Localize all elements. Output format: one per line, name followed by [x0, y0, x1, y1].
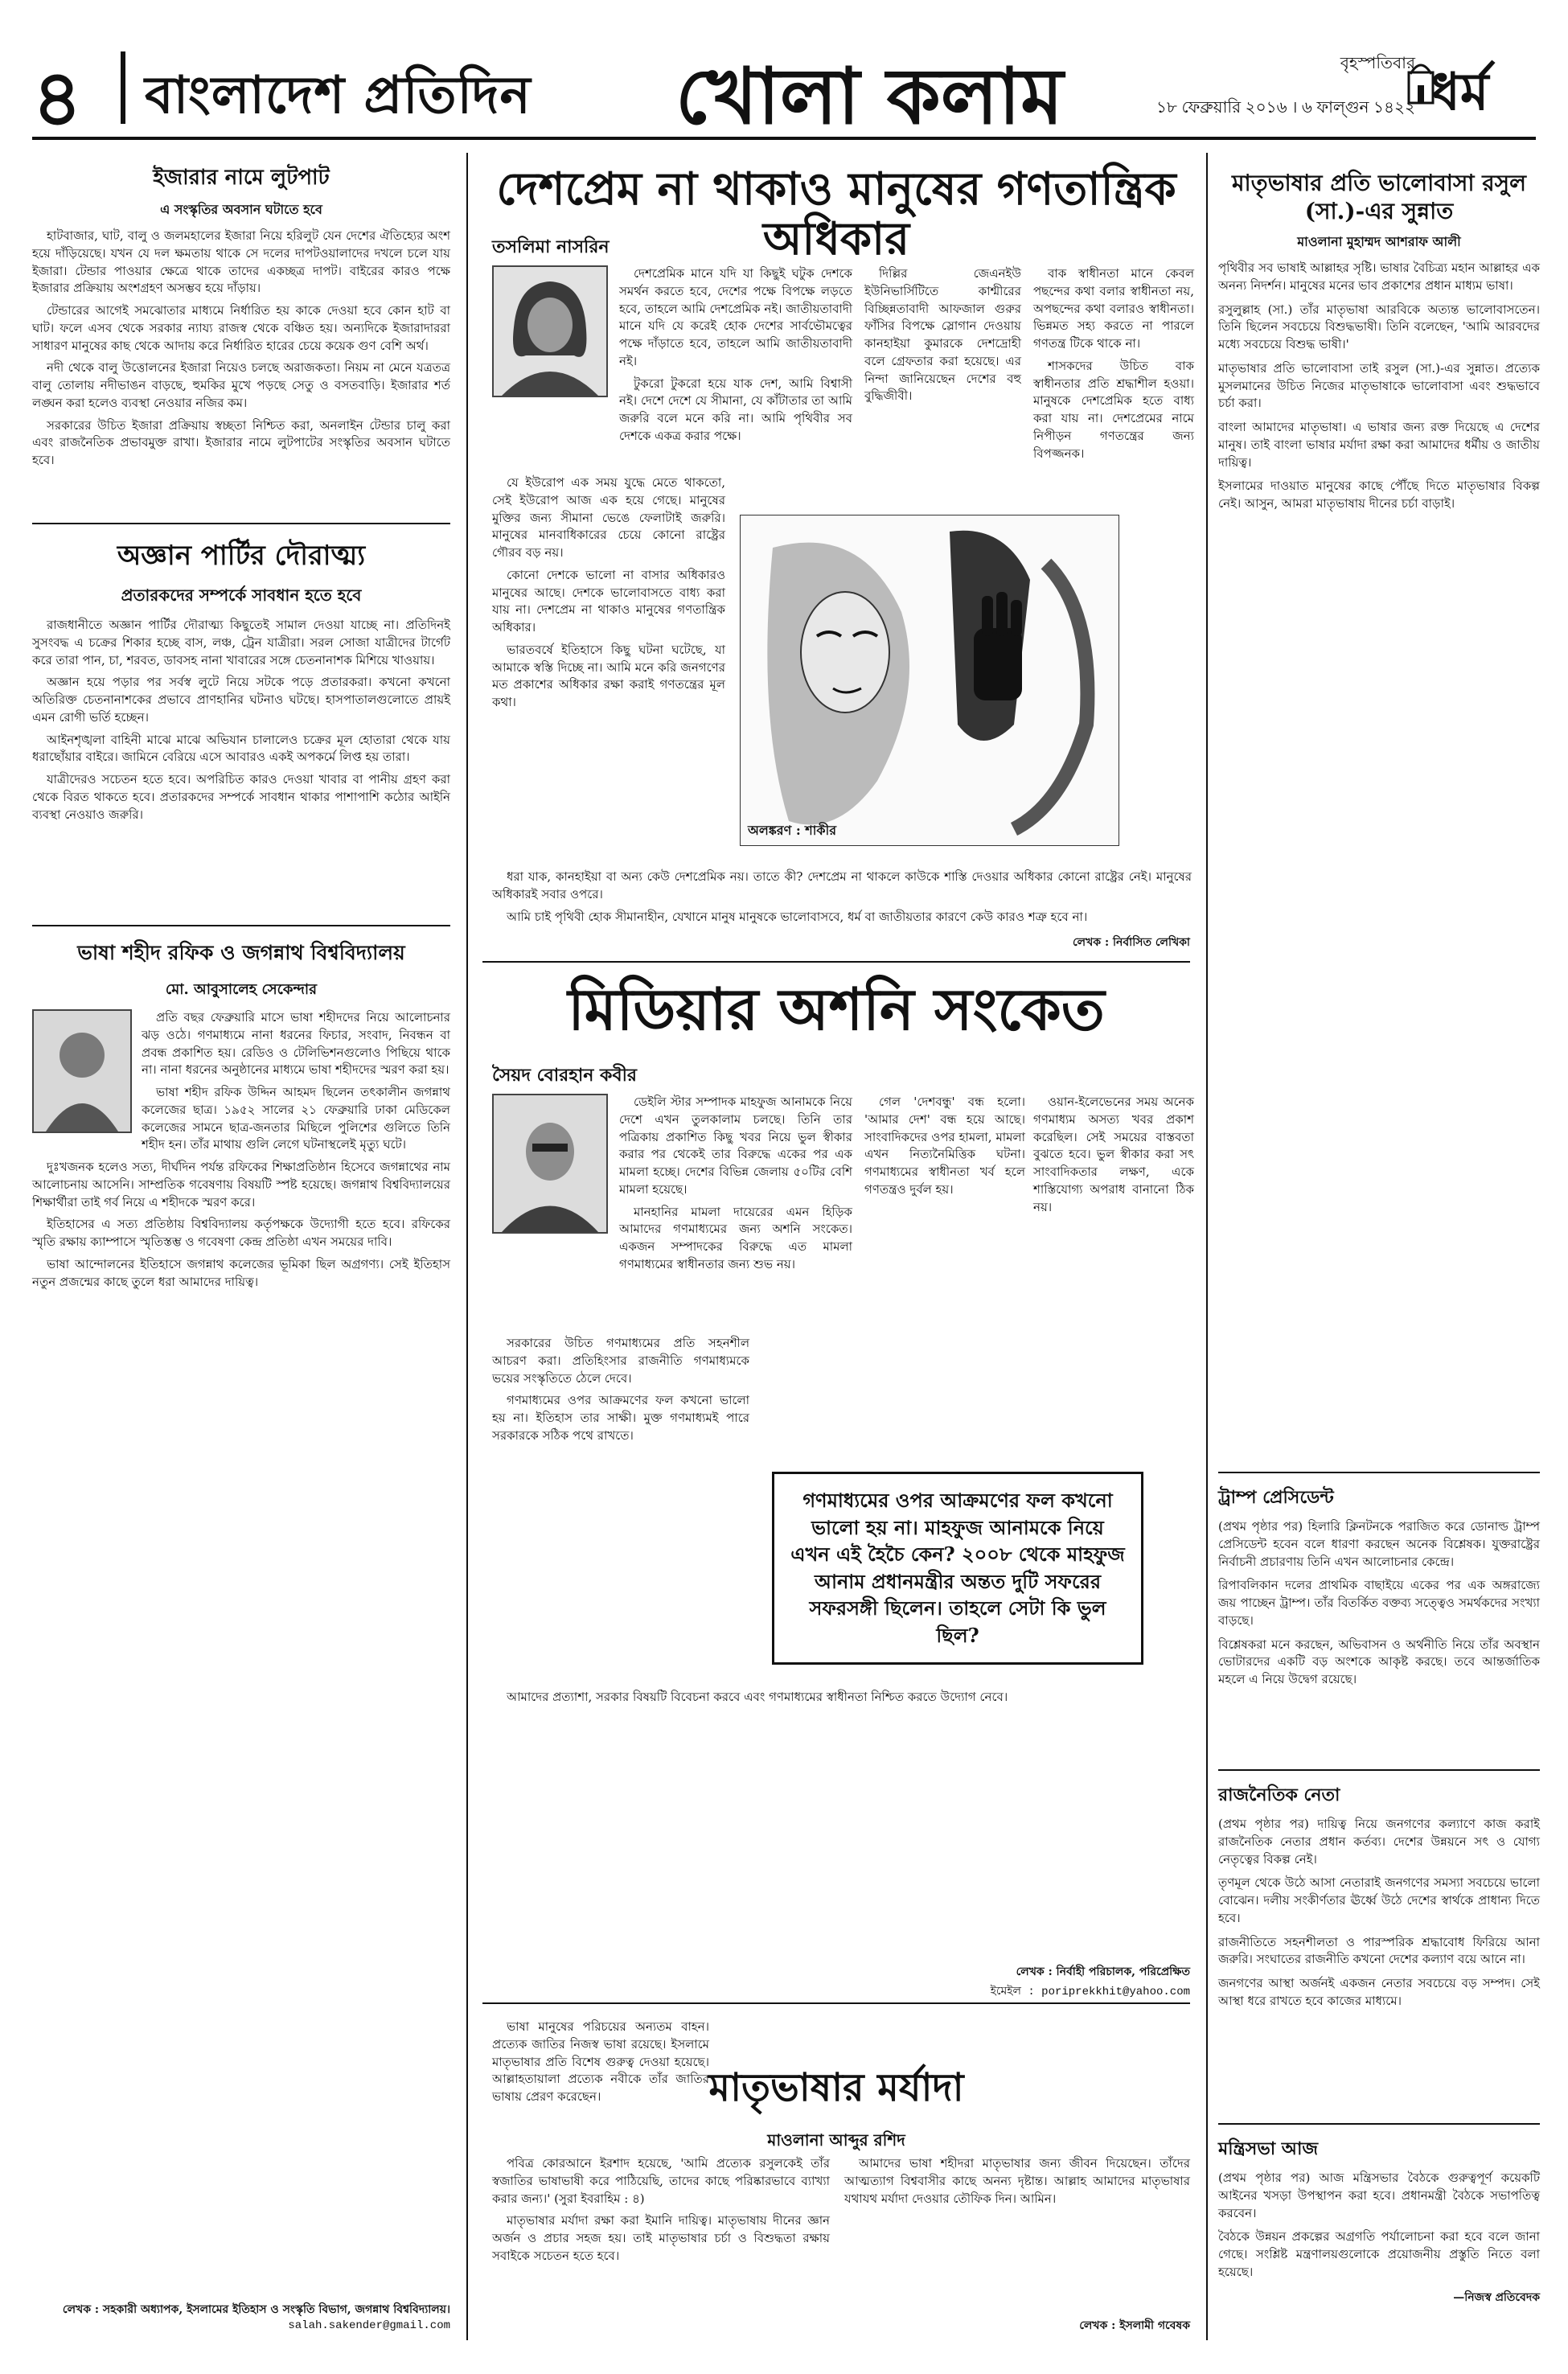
- writer-info: লেখক : ইসলামী গবেষক: [1079, 2319, 1190, 2332]
- paragraph: বাক স্বাধীনতা মানে কেবল পছন্দের কথা বলার স্বাধীনতা নয়, অপছন্দের কথা বলারও স্বাধীনতা। ভিন্নমত সহ্য করতে না পারলে গণতন্ত্র টিকে থাকে না।: [1033, 266, 1194, 351]
- article-byline: মো. আবুসালেহ সেকেন্দার: [165, 981, 318, 998]
- writer-info: লেখক : নির্বাসিত লেখিকা: [1072, 936, 1190, 949]
- article-byline: মাওলানা মুহাম্মদ আশরাফ আলী: [1297, 234, 1461, 249]
- paragraph: রাজনীতিতে সহনশীলতা ও পারস্পরিক শ্রদ্ধাবোধ ফিরিয়ে আনা জরুরি। সংঘাতের রাজনীতি কখনো দেশের কল্যাণ বয়ে আনে না।: [1218, 1934, 1540, 1967]
- paragraph: ইতিহাসের এ সত্য প্রতিষ্ঠায় বিশ্ববিদ্যালয় কর্তৃপক্ষকে উদ্যোগী হতে হবে। রফিকের স্মৃতি রক্ষায় ক্যাম্পাসে স্মৃতিস্তম্ভ ও গবেষণা কেন্দ্র প্রতিষ্ঠা এখন সময়ের দাবি।: [32, 1217, 450, 1249]
- article-title: দেশপ্রেম না থাকাও মানুষের গণতান্ত্রিক অধিকার: [496, 162, 1176, 265]
- illustration-caption: অলঙ্করণ : শাকীর: [748, 823, 836, 838]
- article-body: [1218, 2170, 1540, 2282]
- paragraph: জনগণের আস্থা অর্জনই একজন নেতার সবচেয়ে বড় সম্পদ। সেই আস্থা ধরে রাখতে হবে কাজের মাধ্যমে।: [1218, 1976, 1540, 2008]
- masthead-divider: [121, 51, 125, 124]
- article-body-cont: [1033, 1094, 1194, 1221]
- divider: [482, 961, 1190, 963]
- right-section-title: ধর্ম: [1431, 62, 1489, 122]
- news-political-leader: [1218, 1781, 1540, 2017]
- writer-note: [925, 1962, 1190, 2001]
- pull-quote: গণমাধ্যমের ওপর আক্রমণের ফল কখনো ভালো হয় না। মাহফুজ আনামকে নিয়ে এখন এই হৈচৈ কেন? ২০০৮ থেকে মাহফুজ আনাম প্রধানমন্ত্রীর অন্তত দুটি সফরের সফরসঙ্গী ছিলেন। তাহলে সেটা কি ভুল ছিল?: [772, 1472, 1143, 1665]
- paragraph: প্রতি বছর ফেব্রুয়ারি মাসে ভাষা শহীদদের নিয়ে আলোচনার ঝড় ওঠে। গণমাধ্যমে নানা ধরনের ফিচার, সংবাদ, নিবন্ধন বা প্রবন্ধ প্রকাশিত হয়। রেডিও ও টেলিভিশনগুলোও পিছিয়ে থাকে না। নানা ধরনের অনুষ্ঠানের মাধ্যমে ভাষা শহীদদের স্মরণ করা হয়।: [142, 1010, 450, 1078]
- paragraph: ভাষা আন্দোলনের ইতিহাসে জগন্নাথ কলেজের ভূমিকা ছিল অগ্রগণ্য। সেই ইতিহাস নতুন প্রজন্মের কাছে তুলে ধরা আমাদের দায়িত্ব।: [32, 1256, 450, 1289]
- paragraph: ডেইলি স্টার সম্পাদক মাহফুজ আনামকে নিয়ে দেশে এখন তুলকালাম চলছে। তিনি তার পত্রিকায় প্রকাশিত কিছু খবর নিয়ে ভুল স্বীকার করার পর থেকেই তার বিরুদ্ধে একের পর এক মামলা হচ্ছে। দেশের বিভিন্ন জেলায় ৫০টির বেশি মামলা হয়েছে।: [619, 1095, 852, 1197]
- author-photo: [492, 265, 608, 397]
- paragraph: রাজধানীতে অজ্ঞান পার্টির দৌরাত্ম্য কিছুতেই সামাল দেওয়া যাচ্ছে না। প্রতিদিনই সুসংবদ্ধ এ চক্রের শিকার হচ্ছে বাস, লঞ্চ, ট্রেন যাত্রীরা। সরল সোজা যাত্রীদের টার্গেট করে তারা পান, চা, শরবত, ডাবসহ নানা খাবারের সঙ্গে চেতনানাশক মিশিয়ে খাওয়ায়।: [32, 618, 450, 667]
- author-photo: [492, 1094, 608, 1234]
- section-title: খোলা কলাম: [675, 51, 1064, 142]
- paragraph: বিশ্লেষকরা মনে করছেন, অভিবাসন ও অর্থনীতি নিয়ে তাঁর অবস্থান ভোটারদের একটি বড় অংশকে আকৃষ্ট করছে। তবে আন্তর্জাতিক মহলে এ নিয়ে উদ্বেগ রয়েছে।: [1218, 1637, 1540, 1686]
- article-body: [492, 2019, 709, 2111]
- editorial-ijara: [32, 161, 450, 474]
- article-byline: মাওলানা আব্দুর রশিদ: [767, 2130, 905, 2150]
- paragraph: রসুলুল্লাহ (সা.) তাঁর মাতৃভাষা আরবিকে অত্যন্ত ভালোবাসতেন। তিনি ছিলেন সবচেয়ে বিশুদ্ধভাষী। তিনি বলেছেন, 'আমি আরবদের মধ্যে সবচেয়ে বিশুদ্ধ ভাষী।': [1218, 302, 1540, 351]
- paragraph: আমাদের ভাষা শহীদরা মাতৃভাষার জন্য জীবন দিয়েছেন। তাঁদের আত্মত্যাগ বিশ্ববাসীর কাছে অনন্য দৃষ্টান্ত। আল্লাহ আমাদের মাতৃভাষার যথাযথ মর্যাদা দেওয়ার তৌফিক দিন। আমিন।: [844, 2156, 1190, 2206]
- paragraph: মাতৃভাষার মর্যাদা রক্ষা করা ইমানি দায়িত্ব। মাতৃভাষায় দীনের জ্ঞান অর্জন ও প্রচার সহজ হয়। তাই মাতৃভাষার চর্চা ও বিশুদ্ধতা রক্ষায় সবাইকে সচেতন হতে হবে।: [492, 2213, 830, 2263]
- paragraph: বাংলা আমাদের মাতৃভাষা। এ ভাষার জন্য রক্ত দিয়েছে এ দেশের মানুষ। তাই বাংলা ভাষার মর্যাদা রক্ষা করা আমাদের ধর্মীয় ও জাতীয় দায়িত্ব।: [1218, 420, 1540, 470]
- article-title: রাজনৈতিক নেতা: [1218, 1785, 1340, 1805]
- writer-info: —নিজস্ব প্রতিবেদক: [1453, 2290, 1540, 2304]
- article-body-cont: [864, 1094, 1025, 1204]
- paragraph: বৈঠকে উন্নয়ন প্রকল্পের অগ্রগতি পর্যালোচনা করা হবে বলে জানা গেছে। সংশ্লিষ্ট মন্ত্রণালয়গুলোকে প্রয়োজনীয় প্রস্তুতি নিতে বলা হয়েছে।: [1218, 2229, 1540, 2279]
- masthead: [32, 32, 1536, 140]
- article-title: ইজারার নামে লুটপাট: [153, 166, 330, 190]
- paragraph: ইসলামের দাওয়াত মানুষের কাছে পৌঁছে দিতে মাতৃভাষার বিকল্প নেই। আসুন, আমরা মাতৃভাষায় দীনের চর্চা বাড়াই।: [1218, 478, 1540, 511]
- article-media: [482, 977, 1190, 1041]
- article-title: মাতৃভাষার প্রতি ভালোবাসা রসুল (সা.)-এর সুন্নাত: [1231, 170, 1527, 224]
- paragraph: আইনশৃঙ্খলা বাহিনী মাঝে মাঝে অভিযান চালালেও চক্রের মূল হোতারা থেকে যায় ধরাছোঁয়ার বাইরে। জামিনে বেরিয়ে এসে আবারও একই অপকর্মে লিপ্ত হয় তারা।: [32, 732, 450, 765]
- paragraph: ধরা যাক, কানহাইয়া বা অন্য কেউ দেশপ্রেমিক নয়। তাতে কী? দেশপ্রেম না থাকলে কাউকে শাস্তি দেওয়ার অধিকার কোনো রাষ্ট্রের নেই। মানুষের অধিকারই সবার ওপরে।: [492, 869, 1192, 902]
- page-number: ৪: [32, 55, 83, 142]
- article-body: [619, 265, 852, 450]
- news-trump: [1218, 1484, 1540, 1695]
- article-body-cont: [864, 265, 1021, 410]
- paragraph: সরকারের উচিত ইজারা প্রক্রিয়ায় স্বচ্ছতা নিশ্চিত করা, অনলাইন টেন্ডার চালু করা এবং রাজনৈতিক প্রভাবমুক্ত রাখা। ইজারার নামে লুটপাটের সংস্কৃতির অবসান ঘটাতে হবে।: [32, 417, 450, 467]
- paragraph: টুকরো টুকরো হয়ে যাক দেশ, আমি বিশ্বাসী নই। দেশে দেশে যে সীমানা, যে কাঁটাতার তা আমি জরুরি বলে মনে করি না। আমি পৃথিবীর সব দেশকে একত্র করার পক্ষে।: [619, 376, 852, 443]
- divider: [32, 523, 450, 524]
- paragraph: নদী থেকে বালু উত্তোলনের ইজারা নিয়েও চলছে অরাজকতা। নিয়ম না মেনে যত্রতত্র বালু তোলায় নদীভাঙন বাড়ছে, হুমকির মুখে পড়ছে সেতু ও বসতবাড়ি। ইজারার শর্ত লঙ্ঘন করা হলেও ব্যবস্থা নেওয়ার নজির কম।: [32, 360, 450, 410]
- article-byline: তসলিমা নাসরিন: [492, 236, 610, 257]
- writer-note: [32, 2300, 450, 2332]
- article-body-end: [492, 1689, 1192, 1711]
- divider: [482, 2002, 1190, 2004]
- editorial-ojnan-party: [32, 535, 450, 828]
- paragraph: মানহানির মামলা দায়েরের এমন হিড়িক আমাদের গণমাধ্যমের জন্য অশনি সংকেত। একজন সম্পাদকের বিরুদ্ধে এত মামলা গণমাধ্যমের স্বাধীনতার জন্য শুভ নয়।: [619, 1204, 852, 1271]
- paragraph: আমি চাই পৃথিবী হোক সীমানাহীন, যেখানে মানুষ মানুষকে ভালোবাসবে, ধর্ম বা জাতীয়তার কারণে কেউ কারও শত্রু হবে না।: [507, 909, 1088, 924]
- author-photo: [32, 1009, 132, 1133]
- article-rafiq: [32, 937, 450, 1296]
- paragraph: যে ইউরোপ এক সময় যুদ্ধে মেতে থাকতো, সেই ইউরোপ আজ এক হয়ে গেছে। মানুষের মুক্তির জন্য সীমানা ভেঙে ফেলাটাই জরুরি। মানুষের মানবাধিকারের চেয়ে কোনো রাষ্ট্রের গৌরব বড় নয়।: [492, 475, 725, 560]
- writer-email: ইমেইল : poriprekkhit@yahoo.com: [990, 1986, 1190, 1998]
- day-label: বৃহস্পতিবার: [1340, 55, 1415, 72]
- divider: [1218, 1769, 1540, 1771]
- paragraph: গেল 'দেশবন্ধু' বন্ধ হলো। 'আমার দেশ' বন্ধ হয়ে আছে। সাংবাদিকদের ওপর হামলা, মামলা এখন নিত্যনৈমিত্তিক ঘটনা। গণমাধ্যমের স্বাধীনতা খর্ব হলে গণতন্ত্রও দুর্বল হয়।: [864, 1095, 1025, 1197]
- divider: [32, 925, 450, 926]
- paper-name: বাংলাদেশ প্রতিদিন: [145, 65, 532, 125]
- article-title: অজ্ঞান পার্টির দৌরাত্ম্য: [117, 540, 366, 572]
- writer-email: salah.sakender@gmail.com: [288, 2319, 450, 2332]
- mosque-icon: [1407, 56, 1435, 105]
- article-byline: সৈয়দ বোরহান কবীর: [492, 1065, 638, 1086]
- paragraph: হাটবাজার, ঘাট, বালু ও জলমহালের ইজারা নিয়ে হরিলুট যেন দেশের ঐতিহ্যের অংশ হয়ে দাঁড়িয়েছে। যখন যে দল ক্ষমতায় থাকে সে দলের দাপটওয়ালাদের দখলে চলে যায় ইজারা। টেন্ডার পাওয়ার ক্ষেত্রে থাকে তাদের একচ্ছত্র দাপট। বাইরের কারও পক্ষে ইজারার প্রক্রিয়ায় অংশগ্রহণ অসম্ভব হয়ে দাঁড়ায়।: [32, 228, 450, 296]
- paragraph: আমাদের প্রত্যাশা, সরকার বিষয়টি বিবেচনা করবে এবং গণমাধ্যমের স্বাধীনতা নিশ্চিত করতে উদ্যোগ নেবে।: [507, 1690, 1008, 1704]
- article-title: ভাষা শহীদ রফিক ও জগন্নাথ বিশ্ববিদ্যালয়: [77, 941, 405, 964]
- article-title: মাতৃভাষার মর্যাদা: [708, 2065, 964, 2110]
- article-body-cont: [492, 1335, 749, 1450]
- paragraph: শাসকদের উচিত বাক স্বাধীনতার প্রতি শ্রদ্ধাশীল হওয়া। মানুষকে দেশপ্রেমিক হতে বাধ্য করা যায় না। দেশপ্রেমের নামে নিপীড়ন গণতন্ত্রের জন্য বিপজ্জনক।: [1033, 358, 1194, 461]
- article-body-end: [492, 869, 1192, 930]
- paragraph: (প্রথম পৃষ্ঠার পর) আজ মন্ত্রিসভার বৈঠকে গুরুত্বপূর্ণ কয়েকটি আইনের খসড়া উপস্থাপন করা হবে। প্রধানমন্ত্রী বৈঠকে সভাপতিত্ব করবেন।: [1218, 2171, 1540, 2220]
- news-cabinet: [1218, 2135, 1540, 2307]
- paragraph: মাতৃভাষার প্রতি ভালোবাসা তাই রসুল (সা.)-এর সুন্নাত। প্রত্যেক মুসলমানের উচিত নিজের মাতৃভাষাকে ভালোবাসা এবং শুদ্ধভাবে চর্চা করা।: [1218, 360, 1540, 411]
- article-title: মিডিয়ার অশনি সংকেত: [568, 975, 1105, 1043]
- article-body: [1218, 1518, 1540, 1689]
- paragraph: সরকারের উচিত গণমাধ্যমের প্রতি সহনশীল আচরণ করা। প্রতিহিংসার রাজনীতি গণমাধ্যমকে ভয়ের সংস্কৃতিতে ঠেলে দেবে।: [492, 1336, 749, 1386]
- article-subtitle: এ সংস্কৃতির অবসান ঘটাতে হবে: [160, 202, 322, 217]
- paragraph: কোনো দেশকে ভালো না বাসার অধিকারও মানুষের আছে। দেশকে ভালোবাসতে বাধ্য করা যায় না। দেশপ্রেম না থাকাও মানুষের গণতান্ত্রিক অধিকার।: [492, 567, 725, 635]
- paragraph: গণমাধ্যমের ওপর আক্রমণের ফল কখনো ভালো হয় না। ইতিহাস তার সাক্ষী। মুক্ত গণমাধ্যমই পারে সরকারকে সঠিক পথে রাখতে।: [492, 1393, 749, 1443]
- paragraph: দুঃখজনক হলেও সত্য, দীর্ঘদিন পর্যন্ত রফিকের শিক্ষাপ্রতিষ্ঠান হিসেবে জগন্নাথের নাম আলোচনায় আসেনি। সাম্প্রতিক গবেষণায় বিষয়টি স্পষ্ট হয়েছে। জগন্নাথ বিশ্ববিদ্যালয়ের শিক্ষার্থীরা তাই গর্ব নিয়ে এ শহীদকে স্মরণ করে।: [32, 1160, 450, 1210]
- paragraph: যাত্রীদেরও সচেতন হতে হবে। অপরিচিত কারও দেওয়া খাবার বা পানীয় গ্রহণ করা থেকে বিরত থাকতে হবে। প্রতারকদের সম্পর্কে সাবধান থাকার পাশাপাশি কঠোর আইনি ব্যবস্থা নেওয়াও জরুরি।: [32, 772, 450, 822]
- paragraph: রিপাবলিকান দলের প্রাথমিক বাছাইয়ে একের পর এক অঙ্গরাজ্যে জয় পাচ্ছেন ট্রাম্প। তাঁর বিতর্কিত বক্তব্য সত্ত্বেও সমর্থকদের সংখ্যা বাড়ছে।: [1218, 1578, 1540, 1628]
- illustration: [740, 515, 1119, 846]
- article-subtitle: প্রতারকদের সম্পর্কে সাবধান হতে হবে: [121, 585, 362, 605]
- article-body: [619, 1094, 852, 1279]
- paragraph: পৃথিবীর সব ভাষাই আল্লাহর সৃষ্টি। ভাষার বৈচিত্র্য মহান আল্লাহর এক অনন্য নিদর্শন। মানুষের মনের ভাব প্রকাশের প্রধান মাধ্যম ভাষা।: [1218, 261, 1540, 293]
- article-body: [1218, 1816, 1540, 2011]
- paragraph: ভাষা মানুষের পরিচয়ের অন্যতম বাহন। প্রত্যেক জাতির নিজস্ব ভাষা রয়েছে। ইসলামে মাতৃভাষার প্রতি বিশেষ গুরুত্ব দেওয়া হয়েছে। আল্লাহতায়ালা প্রত্যেক নবীকে তাঁর জাতির ভাষায় প্রেরণ করেছেন।: [492, 2019, 709, 2104]
- date-block: [1142, 51, 1415, 122]
- article-body-cont: [492, 2155, 830, 2270]
- article-body-cont: [844, 2155, 1190, 2212]
- column-rule-left: [466, 153, 468, 2340]
- paragraph: ওয়ান-ইলেভেনের সময় অনেক গণমাধ্যম অসত্য খবর প্রকাশ করেছিল। সেই সময়ের বাস্তবতা বুঝতে হবে। ভুল স্বীকার করা সৎ সাংবাদিকতার লক্ষণ, একে শাস্তিযোগ্য অপরাধ বানানো ঠিক নয়।: [1033, 1095, 1194, 1214]
- article-body: [32, 617, 450, 824]
- article-body: [1218, 260, 1540, 513]
- paragraph: অজ্ঞান হয়ে পড়ার পর সর্বস্ব লুটে নিয়ে সটকে পড়ে প্রতারকরা। কখনো কখনো অতিরিক্ত চেতনানাশকের প্রভাবে প্রাণহানির ঘটনাও ঘটছে। হাসপাতালগুলোতে প্রায়ই এমন রোগী ভর্তি হচ্ছেন।: [32, 675, 450, 725]
- paragraph: দিল্লির জেএনইউ ইউনিভার্সিটিতে কাশ্মীরের বিচ্ছিন্নতাবাদী আফজাল গুরুর ফাঁসির বিপক্ষে স্লোগান দেওয়ায় কানহাইয়া কুমারকে দেশদ্রোহী বলে গ্রেফতার করা হয়েছে। এর নিন্দা জানিয়েছেন দেশের বহু বুদ্ধিজীবী।: [864, 266, 1021, 404]
- article-body-cont: [1033, 265, 1194, 467]
- paragraph: টেন্ডারের আগেই সমঝোতার মাধ্যমে নির্ধারিত হয় কাকে দেওয়া হবে কোন হাট বা ঘাট। ফলে এসব থেকে সরকার ন্যায্য রাজস্ব থেকে বঞ্চিত হয়। অন্যদিকে ইজারাদাররা সাধারণ মানুষের কাছ থেকে আদায় করে নির্ধারিত হারের চেয়ে কয়েক গুণ বেশি অর্থ।: [32, 303, 450, 353]
- paragraph: (প্রথম পৃষ্ঠার পর) দায়িত্ব নিয়ে জনগণের কল্যাণে কাজ করাই রাজনৈতিক নেতার প্রধান কর্তব্য। দেশের উন্নয়নে সৎ ও যোগ্য নেতৃত্বের বিকল্প নেই।: [1218, 1817, 1540, 1867]
- divider: [1218, 2123, 1540, 2125]
- writer-info: লেখক : সহকারী অধ্যাপক, ইসলামের ইতিহাস ও সংস্কৃতি বিভাগ, জগন্নাথ বিশ্ববিদ্যালয়।: [62, 2303, 450, 2316]
- paragraph: পবিত্র কোরআনে ইরশাদ হয়েছে, 'আমি প্রত্যেক রসুলকেই তাঁর স্বজাতির ভাষাভাষী করে পাঠিয়েছি, তাদের কাছে পরিষ্কারভাবে ব্যাখ্যা করার জন্য।' (সুরা ইবরাহিম : ৪): [492, 2156, 830, 2206]
- article-body-cont: [492, 474, 725, 717]
- article-title: মন্ত্রিসভা আজ: [1218, 2138, 1319, 2159]
- column-rule-right: [1206, 153, 1208, 2340]
- article-body: [32, 228, 450, 470]
- divider: [1218, 1472, 1540, 1473]
- article-title: ট্রাম্প প্রেসিডেন্ট: [1218, 1487, 1334, 1508]
- paragraph: দেশপ্রেমিক মানে যদি যা কিছুই ঘটুক দেশকে সমর্থন করতে হবে, দেশের পক্ষে বিপক্ষে লড়তে হবে, তাহলে আমি দেশপ্রেমিক নই। জাতীয়তাবাদী মানে যদি যে করেই হোক দেশের সার্বভৌমত্বের পক্ষে দাঁড়াতে হবে, তাহলে আমি জাতীয়তাবাদী নই।: [619, 266, 852, 368]
- paragraph: ভাষা শহীদ রফিক উদ্দিন আহমদ ছিলেন তৎকালীন জগন্নাথ কলেজের ছাত্র। ১৯৫২ সালের ২১ ফেব্রুয়ারি ঢাকা মেডিকেল কলেজের সামনে ছাত্র-জনতার মিছিলে পুলিশের গুলিতে তিনি শহীদ হন। তাঁর মাথায় গুলি লেগে ঘটনাস্থলেই মৃত্যু ঘটে।: [142, 1085, 450, 1152]
- paragraph: তৃণমূল থেকে উঠে আসা নেতারাই জনগণের সমস্যা সবচেয়ে ভালো বোঝেন। দলীয় সংকীর্ণতার ঊর্ধ্বে উঠে দেশের স্বার্থকে প্রাধান্য দিতে হবে।: [1218, 1875, 1540, 1925]
- date-label: ১৮ ফেব্রুয়ারি ২০১৬ । ৬ ফাল্গুন ১৪২২: [1155, 99, 1415, 117]
- paragraph: ভারতবর্ষে ইতিহাসে কিছু ঘটনা ঘটেছে, যা আমাকে স্বস্তি দিচ্ছে না। আমি মনে করি জনগণের মত প্রকাশের অধিকার রক্ষা করাই গণতন্ত্রের মূল কথা।: [492, 642, 725, 709]
- article-rasul-sunnat: [1218, 169, 1540, 520]
- paragraph: (প্রথম পৃষ্ঠার পর) হিলারি ক্লিনটনকে পরাজিত করে ডোনাল্ড ট্রাম্প প্রেসিডেন্ট হবেন বলে ধারণা করছেন অনেক বিশ্লেষক। যুক্তরাষ্ট্রের নির্বাচনী প্রচারণায় তিনি এখন আলোচনার কেন্দ্রে।: [1218, 1519, 1540, 1569]
- writer-info: লেখক : নির্বাহী পরিচালক, পরিপ্রেক্ষিত: [1016, 1965, 1190, 1978]
